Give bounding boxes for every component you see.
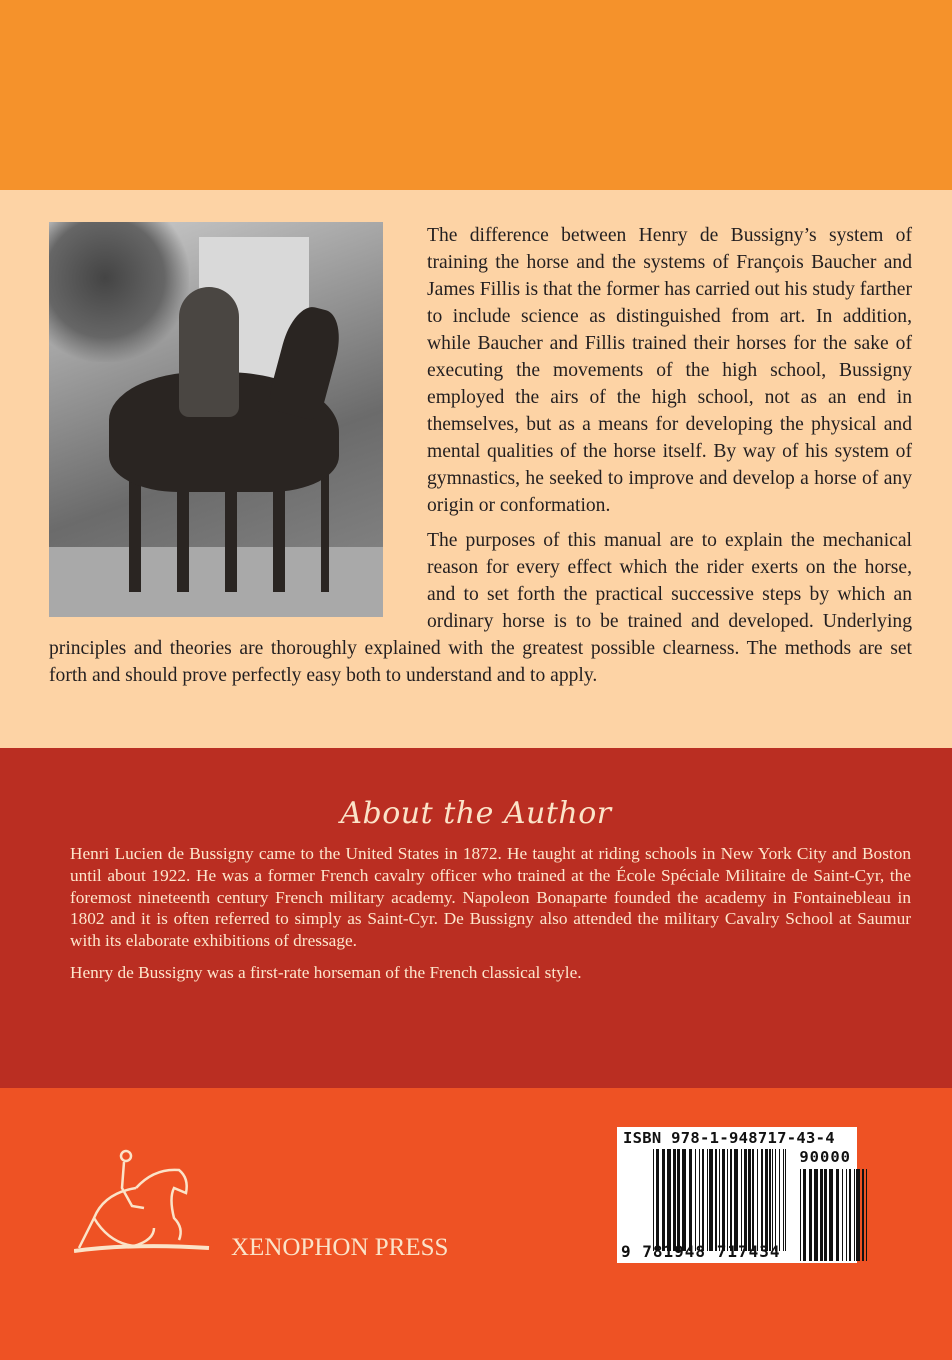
barcode-bar xyxy=(800,1169,801,1261)
barcode-bar xyxy=(769,1149,771,1251)
barcode-bar xyxy=(709,1149,713,1251)
price-addon: 90000 xyxy=(799,1148,851,1166)
barcode-bar xyxy=(722,1149,725,1251)
barcode-bar xyxy=(785,1149,786,1251)
barcode-bar xyxy=(836,1169,839,1261)
description-paragraph: The difference between Henry de Bussigny’s system of training the horse and the systems of François Baucher and James Fillis is that the former has carried out his study farther to include science as distinguished from art. In addition, while Baucher and Fillis trained their horses for the sake of executing the movements of the high school, Bussigny employed the airs of the high school, not as an end in themselves, but as a means for developing the physical and mental qualities of the horse itself. By way of his system of gymnastics, he seeked to improve and develop a horse of any origin or conformation. xyxy=(427,225,912,516)
barcode-bar xyxy=(814,1169,818,1261)
barcode-bar xyxy=(656,1149,659,1251)
barcode-bars-addon xyxy=(800,1169,868,1261)
barcode-bar xyxy=(677,1149,680,1251)
barcode-bar xyxy=(695,1149,696,1251)
barcode-bar xyxy=(862,1169,864,1261)
barcode-bars-main xyxy=(653,1149,789,1251)
about-text xyxy=(70,843,911,994)
barcode-bar xyxy=(772,1149,773,1251)
barcode-bar xyxy=(719,1149,720,1251)
barcode-bar xyxy=(829,1169,833,1261)
barcode-bar xyxy=(783,1149,784,1251)
barcode-bar xyxy=(824,1169,827,1261)
top-orange-band xyxy=(0,0,952,190)
barcode-bar xyxy=(748,1149,751,1251)
description-text xyxy=(49,222,912,697)
barcode-bar xyxy=(849,1169,851,1261)
barcode-bar xyxy=(653,1149,654,1251)
horse-rider-logo-icon xyxy=(74,1148,224,1258)
about-paragraph: Henry de Bussigny was a first-rate horseman of the French classical style. xyxy=(70,962,582,982)
barcode-bar xyxy=(752,1149,754,1251)
barcode-bar xyxy=(846,1169,847,1261)
barcode-bar xyxy=(757,1149,758,1251)
barcode-bar xyxy=(809,1169,812,1261)
barcode-bar xyxy=(820,1169,823,1261)
barcode-bar xyxy=(702,1149,704,1251)
author-horse-photo xyxy=(49,222,383,617)
barcode-digits: 9 781948 717434 xyxy=(621,1242,781,1261)
barcode-bar xyxy=(730,1149,732,1251)
barcode-bar xyxy=(744,1149,747,1251)
about-paragraph: Henri Lucien de Bussigny came to the United States in 1872. He taught at riding schools in New York City and Boston until about 1922. He was a former French cavalry officer who trained at the École Spéciale Militaire de Saint-Cyr, the foremost nineteenth century French military academy. Napoleon Bonaparte founded the academy in Fontainebleau in 1802 and it is often referred to simply as Saint-Cyr. De Bussigny also attended the military Cavalry School at Saumur with its elaborate exhibitions of dressage. xyxy=(70,844,911,951)
barcode-bar xyxy=(689,1149,692,1251)
barcode-bar xyxy=(734,1149,738,1251)
barcode-bar xyxy=(707,1149,708,1251)
barcode-bar xyxy=(779,1149,780,1251)
barcode-bar xyxy=(673,1149,676,1251)
barcode-bar xyxy=(866,1169,867,1261)
barcode-bar xyxy=(662,1149,665,1251)
barcode-bar xyxy=(667,1149,671,1251)
isbn-label: ISBN 978-1-948717-43-4 xyxy=(623,1129,835,1147)
barcode-bar xyxy=(856,1169,860,1261)
about-title: About the Author xyxy=(340,796,612,831)
description-paragraph: The purposes of this manual are to explain the mechanical reason for every effect which the rider exerts on the horse, and to set forth the practical successive steps by which an ordinary horse is to be trained and developed. Underlying principles and theories are thoroughly explained with the greatest possible clearness. The methods are set forth and should prove perfectly easy both to understand and to apply. xyxy=(49,530,912,686)
barcode-bar xyxy=(682,1149,686,1251)
barcode-bar xyxy=(741,1149,742,1251)
barcode-bar xyxy=(727,1149,728,1251)
barcode-bar xyxy=(854,1169,855,1261)
barcode-bar xyxy=(803,1169,806,1261)
barcode-bar xyxy=(765,1149,768,1251)
barcode-bar xyxy=(842,1169,843,1261)
isbn-barcode xyxy=(617,1127,857,1263)
barcode-bar xyxy=(761,1149,763,1251)
barcode-bar xyxy=(775,1149,776,1251)
publisher-name: XENOPHON PRESS xyxy=(231,1234,449,1261)
barcode-bar xyxy=(699,1149,700,1251)
barcode-bar xyxy=(715,1149,717,1251)
